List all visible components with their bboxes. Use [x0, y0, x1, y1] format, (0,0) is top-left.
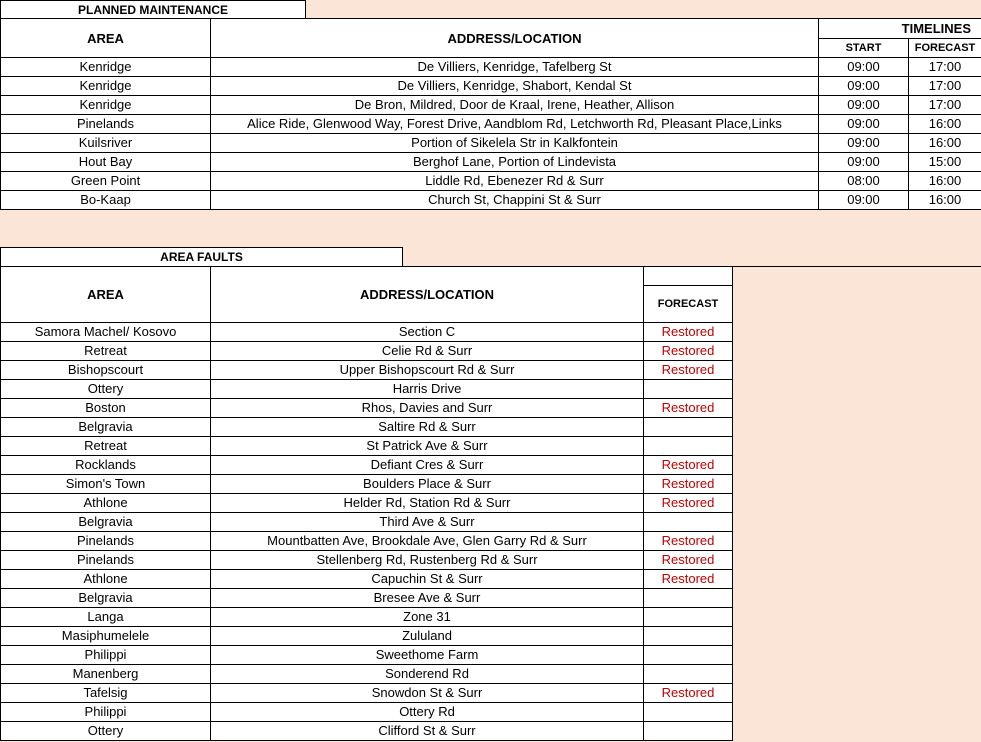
planned-forecast-cell: 16:00 — [909, 191, 981, 210]
planned-address-cell: Church St, Chappini St & Surr — [211, 191, 819, 210]
fault-status-cell: Restored — [644, 532, 733, 551]
fault-row — [1, 608, 733, 627]
fault-address-cell: Zululand — [211, 627, 644, 646]
fault-address-cell: Upper Bishopscourt Rd & Surr — [211, 361, 644, 380]
fault-area-cell: Masiphumelele — [1, 627, 211, 646]
fault-status-cell — [644, 418, 733, 437]
fault-area-cell: Pinelands — [1, 532, 211, 551]
fault-row — [1, 570, 733, 589]
fault-area-cell: Retreat — [1, 437, 211, 456]
planned-area-cell: Kenridge — [1, 58, 211, 77]
planned-start-cell: 09:00 — [819, 191, 909, 210]
fault-status-cell: Restored — [644, 570, 733, 589]
planned-row — [1, 134, 981, 153]
planned-forecast-cell: 16:00 — [909, 115, 981, 134]
fault-address-cell: St Patrick Ave & Surr — [211, 437, 644, 456]
fault-address-cell: Harris Drive — [211, 380, 644, 399]
fault-status-cell: Restored — [644, 323, 733, 342]
fault-area-cell: Belgravia — [1, 589, 211, 608]
fault-row — [1, 342, 733, 361]
planned-start-cell: 09:00 — [819, 134, 909, 153]
fault-area-cell: Langa — [1, 608, 211, 627]
fault-area-cell: Manenberg — [1, 665, 211, 684]
fault-area-cell: Tafelsig — [1, 684, 211, 703]
fault-status-cell: Restored — [644, 361, 733, 380]
fault-address-cell: Saltire Rd & Surr — [211, 418, 644, 437]
planned-address-cell: De Villiers, Kenridge, Tafelberg St — [211, 58, 819, 77]
fault-area-cell: Belgravia — [1, 513, 211, 532]
fault-status-cell — [644, 589, 733, 608]
fault-area-cell: Samora Machel/ Kosovo — [1, 323, 211, 342]
planned-row — [1, 153, 981, 172]
fault-row — [1, 665, 733, 684]
fault-row — [1, 418, 733, 437]
fault-row — [1, 722, 733, 741]
fault-status-cell — [644, 608, 733, 627]
fault-address-cell: Sonderend Rd — [211, 665, 644, 684]
planned-area-cell: Pinelands — [1, 115, 211, 134]
fault-address-cell: Capuchin St & Surr — [211, 570, 644, 589]
fault-address-cell: Stellenberg Rd, Rustenberg Rd & Surr — [211, 551, 644, 570]
fault-row — [1, 323, 733, 342]
planned-header-timelines: TIMELINES — [819, 19, 981, 39]
fault-row — [1, 551, 733, 570]
fault-row — [1, 399, 733, 418]
fault-status-cell — [644, 627, 733, 646]
fault-address-cell: Ottery Rd — [211, 703, 644, 722]
faults-header-area: AREA — [1, 267, 211, 323]
fault-area-cell: Ottery — [1, 380, 211, 399]
fault-address-cell: Zone 31 — [211, 608, 644, 627]
fault-row — [1, 380, 733, 399]
fault-area-cell: Belgravia — [1, 418, 211, 437]
fault-area-cell: Rocklands — [1, 456, 211, 475]
fault-address-cell: Helder Rd, Station Rd & Surr — [211, 494, 644, 513]
planned-address-cell: Portion of Sikelela Str in Kalkfontein — [211, 134, 819, 153]
fault-address-cell: Defiant Cres & Surr — [211, 456, 644, 475]
fault-address-cell: Section C — [211, 323, 644, 342]
planned-start-cell: 09:00 — [819, 58, 909, 77]
fault-row — [1, 513, 733, 532]
fault-area-cell: Athlone — [1, 494, 211, 513]
planned-start-cell: 08:00 — [819, 172, 909, 191]
planned-row — [1, 191, 981, 210]
fault-address-cell: Third Ave & Surr — [211, 513, 644, 532]
fault-status-cell: Restored — [644, 399, 733, 418]
planned-area-cell: Bo-Kaap — [1, 191, 211, 210]
planned-address-cell: Alice Ride, Glenwood Way, Forest Drive, Aandblom Rd, Letchworth Rd, Pleasant Place,Links — [211, 115, 819, 134]
planned-row — [1, 172, 981, 191]
fault-status-cell: Restored — [644, 551, 733, 570]
fault-row — [1, 437, 733, 456]
fault-address-cell: Celie Rd & Surr — [211, 342, 644, 361]
fault-row — [1, 646, 733, 665]
faults-header-forecast: FORECAST — [644, 286, 733, 323]
fault-area-cell: Boston — [1, 399, 211, 418]
planned-forecast-cell: 17:00 — [909, 96, 981, 115]
planned-address-cell: De Bron, Mildred, Door de Kraal, Irene, Heather, Allison — [211, 96, 819, 115]
fault-address-cell: Boulders Place & Surr — [211, 475, 644, 494]
planned-forecast-cell: 15:00 — [909, 153, 981, 172]
fault-status-cell — [644, 513, 733, 532]
fault-row — [1, 475, 733, 494]
planned-area-cell: Green Point — [1, 172, 211, 191]
planned-row — [1, 77, 981, 96]
fault-status-cell — [644, 703, 733, 722]
planned-start-cell: 09:00 — [819, 96, 909, 115]
fault-area-cell: Philippi — [1, 646, 211, 665]
fault-address-cell: Sweethome Farm — [211, 646, 644, 665]
fault-address-cell: Bresee Ave & Surr — [211, 589, 644, 608]
planned-row — [1, 58, 981, 77]
fault-address-cell: Rhos, Davies and Surr — [211, 399, 644, 418]
fault-row — [1, 589, 733, 608]
fault-status-cell — [644, 380, 733, 399]
planned-area-cell: Kenridge — [1, 96, 211, 115]
faults-header-address: ADDRESS/LOCATION — [211, 267, 644, 323]
fault-row — [1, 703, 733, 722]
planned-maintenance-table — [0, 18, 981, 210]
planned-forecast-cell: 17:00 — [909, 58, 981, 77]
planned-forecast-cell: 16:00 — [909, 172, 981, 191]
fault-row — [1, 456, 733, 475]
planned-area-cell: Hout Bay — [1, 153, 211, 172]
fault-area-cell: Pinelands — [1, 551, 211, 570]
planned-maintenance-title: PLANNED MAINTENANCE — [0, 0, 306, 19]
area-faults-table — [0, 266, 733, 741]
planned-header-area: AREA — [1, 19, 211, 58]
fault-status-cell — [644, 646, 733, 665]
fault-row — [1, 494, 733, 513]
fault-status-cell: Restored — [644, 475, 733, 494]
planned-address-cell: De Villiers, Kenridge, Shabort, Kendal St — [211, 77, 819, 96]
fault-area-cell: Retreat — [1, 342, 211, 361]
fault-status-cell: Restored — [644, 684, 733, 703]
fault-row — [1, 361, 733, 380]
fault-address-cell: Mountbatten Ave, Brookdale Ave, Glen Garry Rd & Surr — [211, 532, 644, 551]
planned-start-cell: 09:00 — [819, 115, 909, 134]
planned-row — [1, 115, 981, 134]
fault-status-cell: Restored — [644, 342, 733, 361]
fault-status-cell — [644, 722, 733, 741]
fault-area-cell: Bishopscourt — [1, 361, 211, 380]
planned-address-cell: Berghof Lane, Portion of Lindevista — [211, 153, 819, 172]
fault-row — [1, 684, 733, 703]
planned-forecast-cell: 17:00 — [909, 77, 981, 96]
fault-area-cell: Simon's Town — [1, 475, 211, 494]
fault-status-cell: Restored — [644, 494, 733, 513]
fault-status-cell: Restored — [644, 456, 733, 475]
planned-header-address: ADDRESS/LOCATION — [211, 19, 819, 58]
planned-area-cell: Kenridge — [1, 77, 211, 96]
fault-area-cell: Philippi — [1, 703, 211, 722]
planned-row — [1, 96, 981, 115]
faults-header-blank — [644, 267, 733, 286]
fault-row — [1, 627, 733, 646]
planned-area-cell: Kuilsriver — [1, 134, 211, 153]
fault-row — [1, 532, 733, 551]
fault-area-cell: Athlone — [1, 570, 211, 589]
fault-area-cell: Ottery — [1, 722, 211, 741]
fault-status-cell — [644, 665, 733, 684]
planned-header-forecast: FORECAST — [909, 39, 981, 58]
fault-address-cell: Snowdon St & Surr — [211, 684, 644, 703]
fault-address-cell: Clifford St & Surr — [211, 722, 644, 741]
fault-status-cell — [644, 437, 733, 456]
planned-start-cell: 09:00 — [819, 77, 909, 96]
planned-header-start: START — [819, 39, 909, 58]
area-faults-title: AREA FAULTS — [0, 247, 403, 267]
planned-start-cell: 09:00 — [819, 153, 909, 172]
planned-forecast-cell: 16:00 — [909, 134, 981, 153]
planned-address-cell: Liddle Rd, Ebenezer Rd & Surr — [211, 172, 819, 191]
